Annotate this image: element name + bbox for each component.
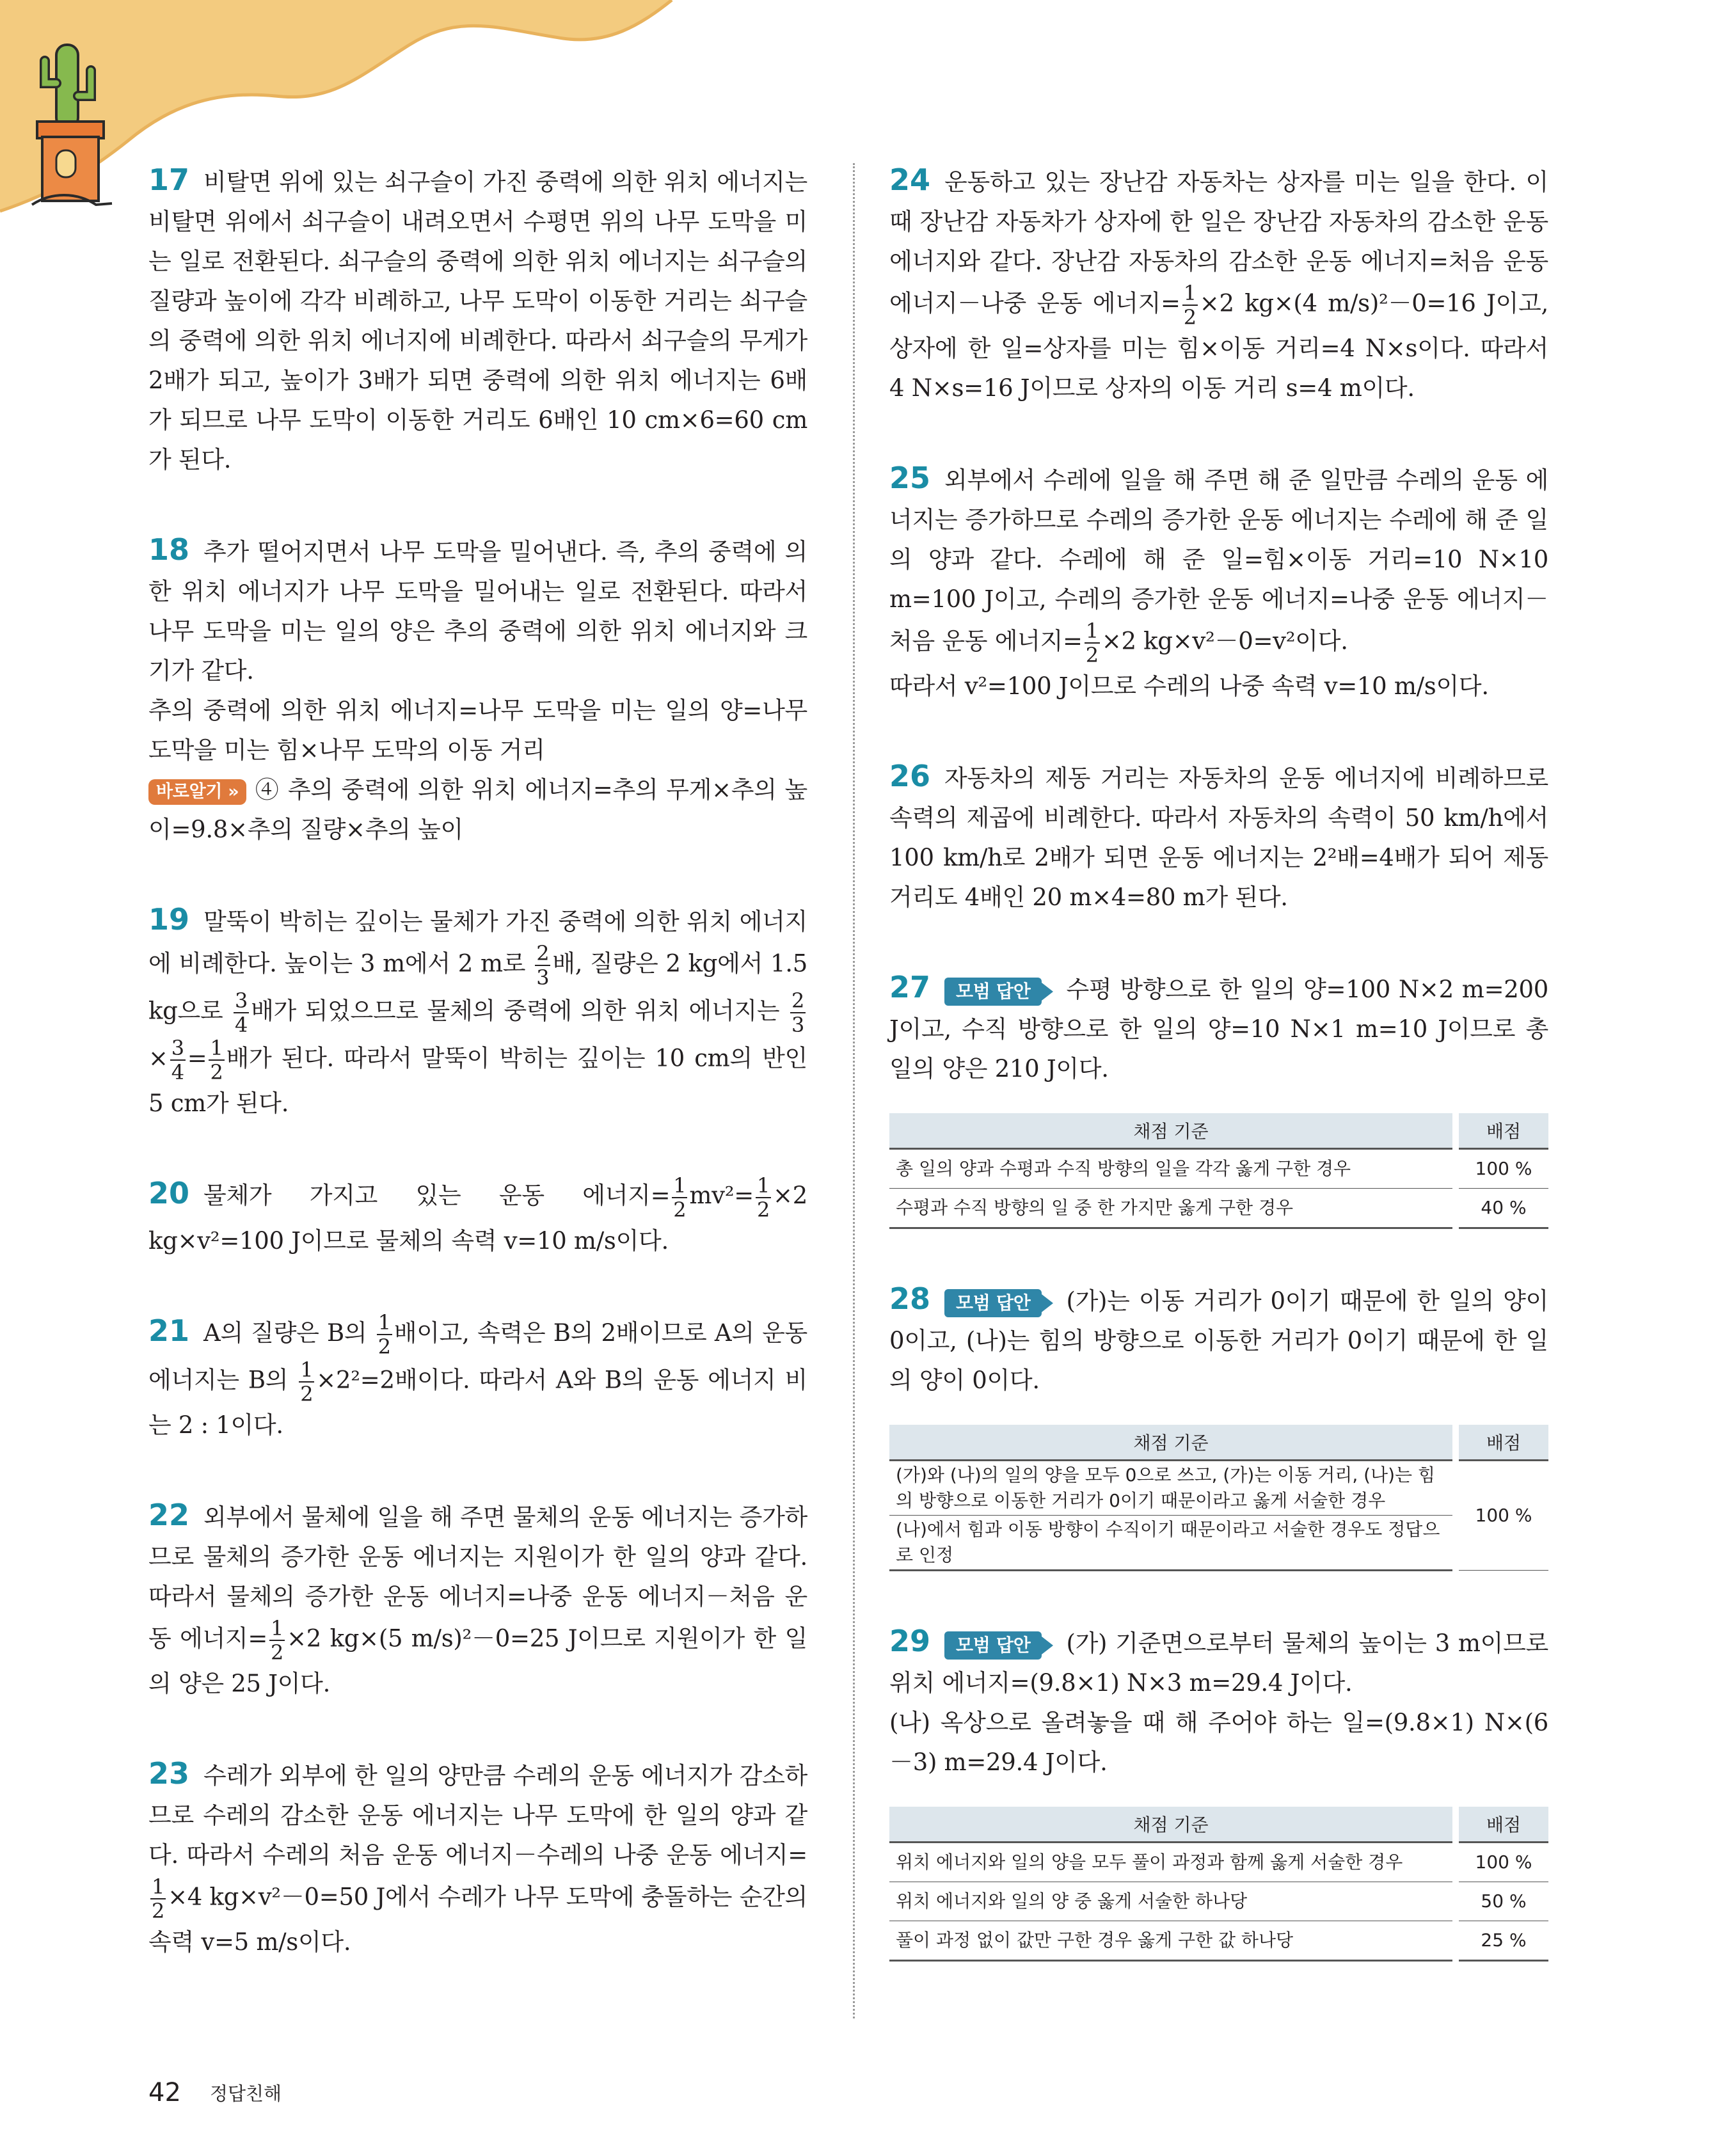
problem-18 xyxy=(148,530,807,850)
table-cell: 위치 에너지와 일의 양을 모두 풀이 과정과 함께 옳게 서술한 경우 xyxy=(889,1843,1456,1882)
problem-text: ×2 kg×(5 m/s)²－0=25 J이므로 지원이가 한 일의 양은 25 J이다. xyxy=(148,1624,807,1697)
fraction: $\frac{1}{2}$ xyxy=(673,1173,687,1222)
table-header: 배점 xyxy=(1456,1807,1548,1843)
table-row xyxy=(889,1149,1548,1189)
table-row xyxy=(889,1882,1548,1921)
table-header: 채점 기준 xyxy=(889,1113,1456,1149)
problem-text: 외부에서 수레에 일을 해 주면 해 준 일만큼 수레의 운동 에너지는 증가하므로 수레의 증가한 운동 에너지는 수레에 해 준 일의 양과 같다. 수레에 해 준 일=힘×이동 거리=10 N×10 m=100 J이고, 수레의 증가한 운동 에너지=나중 운동 에너지－처음 운동 에너지= xyxy=(889,466,1548,655)
problem-text: 배이고, 속력은 B의 2배이므로 A의 운동 에너지는 B의 xyxy=(148,1319,807,1394)
problem-26 xyxy=(889,756,1548,917)
footer-title: 정답친해 xyxy=(210,2082,282,2105)
fraction: $\frac{2}{3}$ xyxy=(536,941,550,990)
fraction: $\frac{1}{2}$ xyxy=(378,1310,391,1359)
problem-text: 외부에서 물체에 일을 해 주면 물체의 운동 에너지는 증가하므로 물체의 증가한 운동 에너지는 지원이가 한 일의 양과 같다. 따라서 물체의 증가한 운동 에너지=나중 운동 에너지－처음 운동 에너지= xyxy=(148,1503,807,1653)
problem-number: 23 xyxy=(148,1756,190,1791)
problem-text: ×2²=2배이다. 따라서 A와 B의 운동 에너지 비는 2 : 1이다. xyxy=(148,1366,807,1439)
problem-number: 18 xyxy=(148,532,190,567)
table-row xyxy=(889,1189,1548,1228)
problem-29 xyxy=(889,1621,1548,1782)
problem-27 xyxy=(889,967,1548,1089)
fraction: $\frac{3}{4}$ xyxy=(235,988,248,1037)
operator: = xyxy=(187,1044,207,1072)
table-cell: 위치 에너지와 일의 양 중 옳게 서술한 하나당 xyxy=(889,1882,1456,1921)
fraction: $\frac{1}{2}$ xyxy=(1085,619,1099,667)
left-column xyxy=(148,160,807,2012)
problem-text: (가) 기준면으로부터 물체의 높이는 3 m이므로 위치 에너지=(9.8×1) N×3 m=29.4 J이다. xyxy=(889,1629,1548,1697)
problem-text: ×2 kg×v²－0=v²이다. xyxy=(1101,627,1348,655)
problem-number: 24 xyxy=(889,162,931,197)
table-cell: 50 % xyxy=(1456,1882,1548,1921)
problem-number: 22 xyxy=(148,1498,190,1532)
problem-number: 17 xyxy=(148,162,190,197)
right-column xyxy=(889,160,1548,2011)
operator: × xyxy=(148,1044,168,1072)
table-header: 배점 xyxy=(1456,1425,1548,1461)
model-answer-badge: 모범 답안 xyxy=(944,978,1042,1006)
problem-number: 25 xyxy=(889,461,931,495)
problem-text: 수레가 외부에 한 일의 양만큼 수레의 운동 에너지가 감소하므로 수레의 감소한 운동 에너지는 나무 도막에 한 일의 양과 같다. 따라서 수레의 처음 운동 에너지－수레의 나중 운동 에너지= xyxy=(148,1762,807,1869)
fraction: $\frac{1}{2}$ xyxy=(210,1036,223,1084)
problem-number: 26 xyxy=(889,759,931,793)
problem-text: ×2 kg×v²=100 J이므로 물체의 속력 v=10 m/s이다. xyxy=(148,1182,807,1255)
table-row xyxy=(889,1921,1548,1961)
table-row xyxy=(889,1516,1548,1571)
table-cell: (나)에서 힘과 이동 방향이 수직이기 때문이라고 서술한 경우도 정답으로 인정 xyxy=(889,1516,1456,1571)
page-footer xyxy=(148,2078,282,2107)
fraction: $\frac{1}{2}$ xyxy=(756,1173,770,1222)
problem-text: 비탈면 위에 있는 쇠구슬이 가진 중력에 의한 위치 에너지는 비탈면 위에서 쇠구슬이 내려오면서 수평면 위의 나무 도막을 미는 일로 전환된다. 쇠구슬의 중력에 의한 위치 에너지는 쇠구슬의 질량과 높이에 각각 비례하고, 나무 도막이 이동한 거리는 쇠구슬의 중력에 의한 위치 에너지에 비례한다. 따라서 쇠구슬의 무게가 2배가 되고, 높이가 3배가 되면 중력에 의한 위치 에너지는 6배가 되므로 나무 도막이 이동한 거리도 6배인 10 cm×6=60 cm가 된다. xyxy=(148,168,807,473)
problem-28 xyxy=(889,1279,1548,1400)
table-header: 채점 기준 xyxy=(889,1807,1456,1843)
fraction: $\frac{3}{4}$ xyxy=(171,1036,184,1084)
problem-number: 20 xyxy=(148,1176,190,1210)
fraction: $\frac{2}{3}$ xyxy=(791,988,804,1037)
fraction: $\frac{1}{2}$ xyxy=(271,1616,284,1665)
problem-19 xyxy=(148,900,807,1123)
problem-text: 따라서 v²=100 J이므로 수레의 나중 속력 v=10 m/s이다. xyxy=(889,672,1489,700)
problem-text: A의 질량은 B의 xyxy=(203,1319,375,1347)
problem-text: 물체가 가지고 있는 운동 에너지= xyxy=(203,1182,671,1209)
problem-number: 29 xyxy=(889,1624,931,1658)
fraction: $\frac{1}{2}$ xyxy=(300,1358,314,1406)
problem-20 xyxy=(148,1173,807,1261)
baro-algi-badge: 바로알기 » xyxy=(148,779,246,805)
problem-text: (나) 옥상으로 올려놓을 때 해 주어야 하는 일=(9.8×1) N×(6－3) m=29.4 J이다. xyxy=(889,1709,1548,1776)
grading-table-29 xyxy=(889,1807,1548,1962)
problem-22 xyxy=(148,1495,807,1704)
table-cell: 25 % xyxy=(1456,1921,1548,1961)
table-cell: (가)와 (나)의 일의 양을 모두 0으로 쓰고, (가)는 이동 거리, (나)는 힘의 방향으로 이동한 거리가 0이기 때문이라고 옳게 서술한 경우 xyxy=(889,1461,1456,1516)
problem-text: 운동하고 있는 장난감 자동차는 상자를 미는 일을 한다. 이때 장난감 자동차가 상자에 한 일은 장난감 자동차의 감소한 운동 에너지와 같다. 장난감 자동차의 감소한 운동 에너지=처음 운동 에너지－나중 운동 에너지= xyxy=(889,168,1548,317)
problem-number: 28 xyxy=(889,1281,931,1316)
model-answer-badge: 모범 답안 xyxy=(944,1631,1042,1660)
table-cell: 100 % xyxy=(1456,1843,1548,1882)
problem-text: (가)는 이동 거리가 0이기 때문에 한 일의 양이 0이고, (나)는 힘의 방향으로 이동한 거리가 0이기 때문에 한 일의 양이 0이다. xyxy=(889,1287,1548,1394)
grading-table-27 xyxy=(889,1113,1548,1229)
problem-text: 배, 질량은 2 kg에서 1.5 kg으로 xyxy=(148,949,807,1025)
table-cell: 100 % xyxy=(1456,1149,1548,1189)
problem-23 xyxy=(148,1754,807,1962)
problem-number: 19 xyxy=(148,902,190,937)
problem-text: 수평 방향으로 한 일의 양=100 N×2 m=200 J이고, 수직 방향으로 한 일의 양=10 N×1 m=10 J이므로 총 일의 양은 210 J이다. xyxy=(889,976,1548,1082)
problem-text: 배가 되었으므로 물체의 중력에 의한 위치 에너지는 xyxy=(251,997,788,1025)
table-cell: 40 % xyxy=(1456,1189,1548,1228)
problem-17 xyxy=(148,160,807,480)
table-cell: 100 % xyxy=(1456,1461,1548,1571)
table-header: 배점 xyxy=(1456,1113,1548,1149)
fraction: $\frac{1}{2}$ xyxy=(1183,281,1196,329)
problem-text: 추가 떨어지면서 나무 도막을 밀어낸다. 즉, 추의 중력에 의한 위치 에너지가 나무 도막을 밀어내는 일로 전환된다. 따라서 나무 도막을 미는 일의 양은 추의 중력에 의한 위치 에너지와 크기가 같다. xyxy=(148,538,807,685)
table-row xyxy=(889,1461,1548,1516)
page-number: 42 xyxy=(148,2078,181,2107)
model-answer-badge: 모범 답안 xyxy=(944,1289,1042,1317)
problem-text: mv²= xyxy=(689,1182,754,1209)
problem-text: 배가 된다. 따라서 말뚝이 박히는 깊이는 10 cm의 반인 5 cm가 된다. xyxy=(148,1044,807,1117)
problem-text: 추의 중력에 의한 위치 에너지=나무 도막을 미는 일의 양=나무 도막을 미는 힘×나무 도막의 이동 거리 xyxy=(148,697,807,764)
problem-text: 자동차의 제동 거리는 자동차의 운동 에너지에 비례하므로 속력의 제곱에 비례한다. 따라서 자동차의 속력이 50 km/h에서 100 km/h로 2배가 되면 운동 에너지는 2²배=4배가 되어 제동 거리도 4배인 20 m×4=80 m가 된다. xyxy=(889,765,1548,911)
problem-number: 27 xyxy=(889,970,931,1004)
table-cell: 총 일의 양과 수평과 수직 방향의 일을 각각 옳게 구한 경우 xyxy=(889,1149,1456,1189)
problem-text: 말뚝이 박히는 깊이는 물체가 가진 중력에 의한 위치 에너지에 비례한다. 높이는 3 m에서 2 m로 xyxy=(148,908,807,978)
fraction: $\frac{1}{2}$ xyxy=(152,1875,165,1923)
problem-text: ×2 kg×(4 m/s)²－0=16 J이고, 상자에 한 일=상자를 미는 힘×이동 거리=4 N×s이다. 따라서 4 N×s=16 J이므로 상자의 이동 거리 s=4 m이다. xyxy=(889,289,1548,402)
problem-21 xyxy=(148,1311,807,1446)
problem-24 xyxy=(889,160,1548,408)
grading-table-28 xyxy=(889,1425,1548,1571)
problem-25 xyxy=(889,458,1548,706)
problem-text: ×4 kg×v²－0=50 J에서 수레가 나무 도막에 충돌하는 순간의 속력 v=5 m/s이다. xyxy=(148,1883,807,1956)
table-row xyxy=(889,1843,1548,1882)
table-header: 채점 기준 xyxy=(889,1425,1456,1461)
problem-number: 21 xyxy=(148,1313,190,1348)
problem-text: ④ 추의 중력에 의한 위치 에너지=추의 무게×추의 높이=9.8×추의 질량×추의 높이 xyxy=(148,776,807,843)
table-cell: 풀이 과정 없이 값만 구한 경우 옳게 구한 값 하나당 xyxy=(889,1921,1456,1961)
table-cell: 수평과 수직 방향의 일 중 한 가지만 옳게 구한 경우 xyxy=(889,1189,1456,1228)
column-divider xyxy=(853,163,855,2018)
